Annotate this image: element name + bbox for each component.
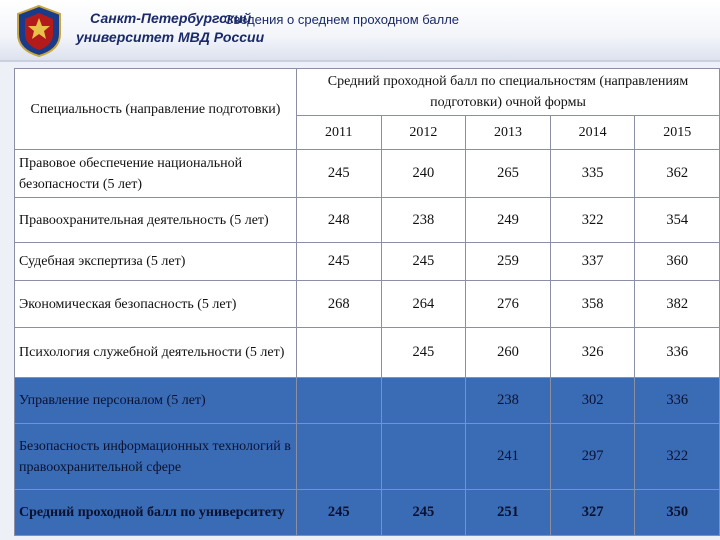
score-cell: 238 <box>466 378 551 424</box>
score-cell <box>297 424 382 490</box>
score-cell: 276 <box>466 281 551 328</box>
header-divider <box>0 60 720 62</box>
score-cell: 327 <box>550 490 635 536</box>
specialty-name: Правовое обеспечение национальной безопасности (5 лет) <box>15 150 297 198</box>
score-cell <box>381 424 466 490</box>
score-cell: 336 <box>635 328 720 378</box>
score-cell <box>297 328 382 378</box>
org-name-line1: Санкт-Петербургский <box>90 10 252 26</box>
score-cell: 360 <box>635 243 720 281</box>
score-cell: 326 <box>550 328 635 378</box>
year-header: 2011 <box>297 116 382 150</box>
score-header: Средний проходной балл по специальностям (направлениям подготовки) очной формы <box>297 69 720 116</box>
score-cell: 322 <box>635 424 720 490</box>
score-cell <box>297 378 382 424</box>
score-cell: 358 <box>550 281 635 328</box>
score-cell: 268 <box>297 281 382 328</box>
year-header: 2015 <box>635 116 720 150</box>
score-cell: 238 <box>381 198 466 243</box>
score-cell: 245 <box>381 243 466 281</box>
table-row <box>15 198 720 243</box>
score-cell: 337 <box>550 243 635 281</box>
table-row <box>15 243 720 281</box>
specialty-name: Экономическая безопасность (5 лет) <box>15 281 297 328</box>
org-name-line2: университет МВД России <box>76 29 265 45</box>
score-cell: 302 <box>550 378 635 424</box>
specialty-name: Безопасность информационных технологий в правоохранительной сфере <box>15 424 297 490</box>
score-cell: 265 <box>466 150 551 198</box>
score-cell: 245 <box>381 490 466 536</box>
score-cell: 260 <box>466 328 551 378</box>
score-cell: 240 <box>381 150 466 198</box>
score-cell: 264 <box>381 281 466 328</box>
table-row <box>15 150 720 198</box>
year-header: 2013 <box>466 116 551 150</box>
specialty-name: Правоохранительная деятельность (5 лет) <box>15 198 297 243</box>
table-row-total <box>15 490 720 536</box>
table-row <box>15 281 720 328</box>
score-cell: 382 <box>635 281 720 328</box>
score-cell: 245 <box>381 328 466 378</box>
score-cell: 336 <box>635 378 720 424</box>
year-header: 2012 <box>381 116 466 150</box>
slide-header <box>0 0 720 60</box>
table-row <box>15 378 720 424</box>
score-cell: 335 <box>550 150 635 198</box>
score-cell: 251 <box>466 490 551 536</box>
score-cell: 322 <box>550 198 635 243</box>
university-emblem-icon <box>14 4 64 58</box>
score-cell: 245 <box>297 243 382 281</box>
score-cell: 259 <box>466 243 551 281</box>
score-cell: 249 <box>466 198 551 243</box>
score-cell <box>381 378 466 424</box>
specialty-header: Специальность (направление подготовки) <box>15 69 297 150</box>
slide-title: Сведения о среднем проходном балле <box>224 12 460 27</box>
score-cell: 241 <box>466 424 551 490</box>
passing-score-table <box>14 68 720 536</box>
table-row <box>15 424 720 490</box>
year-header: 2014 <box>550 116 635 150</box>
specialty-name: Психология служебной деятельности (5 лет) <box>15 328 297 378</box>
score-cell: 245 <box>297 490 382 536</box>
specialty-name: Средний проходной балл по университету <box>15 490 297 536</box>
specialty-name: Управление персоналом (5 лет) <box>15 378 297 424</box>
score-cell: 362 <box>635 150 720 198</box>
score-cell: 245 <box>297 150 382 198</box>
table-header-row <box>15 69 720 116</box>
table-row <box>15 328 720 378</box>
score-cell: 354 <box>635 198 720 243</box>
specialty-name: Судебная экспертиза (5 лет) <box>15 243 297 281</box>
score-cell: 248 <box>297 198 382 243</box>
score-cell: 350 <box>635 490 720 536</box>
score-cell: 297 <box>550 424 635 490</box>
